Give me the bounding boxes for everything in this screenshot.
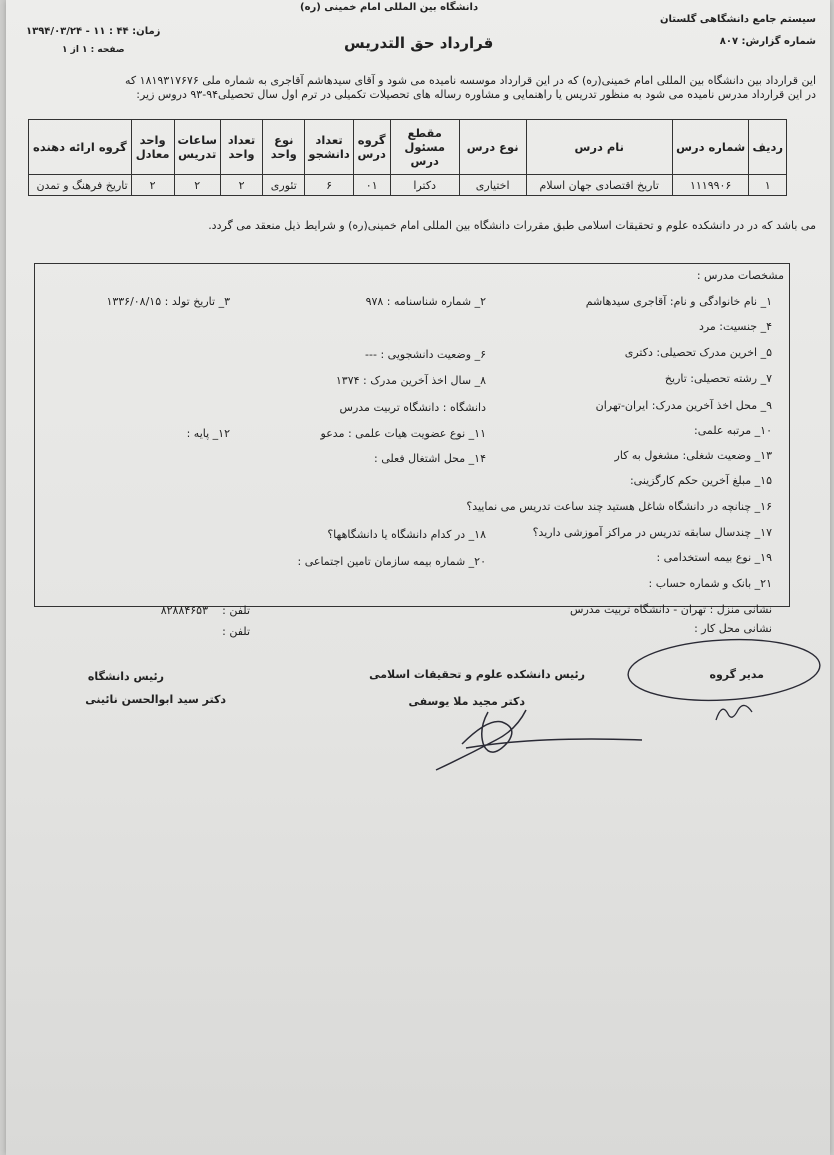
field-degree-place: ۹_ محل اخذ آخرین مدرک: ایران-تهران xyxy=(595,399,772,412)
handwritten-signatures xyxy=(6,0,830,1155)
field-teaching-hours: ۱۶_ چنانچه در دانشگاه شاغل هستید چند ساعت تدریس می نمایید؟ xyxy=(466,500,772,513)
table-cell: ۲ xyxy=(174,175,220,196)
header-cell: نام درس xyxy=(526,120,672,175)
header-cell: ساعات تدریس xyxy=(174,120,220,175)
field-bank-account: ۲۱_ بانک و شماره حساب : xyxy=(648,577,772,590)
field-major: ۷_ رشته تحصیلی: تاریخ xyxy=(664,372,772,385)
system-name: سیستم جامع دانشگاهی گلستان xyxy=(659,14,816,25)
faculty-head-name: دکتر مجید ملا یوسفی xyxy=(408,695,525,708)
work-phone-label: تلفن : xyxy=(222,625,250,638)
table-cell: ۶ xyxy=(305,175,353,196)
field-birth-date: ۳_ تاریخ تولد : ۱۳۳۶/۰۸/۱۵ xyxy=(106,295,230,308)
group-head-signature xyxy=(716,705,752,720)
university-head-name: دکتر سید ابوالحسن نائینی xyxy=(85,693,226,706)
faculty-head-title: رئیس دانشکده علوم و تحقیقات اسلامی xyxy=(369,668,585,681)
document-title: قرارداد حق التدریس xyxy=(344,34,494,52)
table-cell: ۲ xyxy=(220,175,262,196)
table-cell: ۲ xyxy=(131,175,174,196)
field-last-decree-amount: ۱۵_ مبلغ آخرین حکم کارگزینی: xyxy=(629,474,772,487)
field-insurance-type: ۱۹_ نوع بیمه استخدامی : xyxy=(656,551,772,564)
field-universities: ۱۸_ در کدام دانشگاه یا دانشگاهها؟ xyxy=(327,528,486,541)
group-head-circle-mark xyxy=(627,635,822,705)
report-number: شماره گزارش: ۸۰۷ xyxy=(719,36,816,47)
intro-line-2: در این قرارداد مدرس نامیده می شود به منظور تدریس یا راهنمایی و مشاوره رساله های تحصیلات تکمیلی در ترم اول سال تحصیلی۹۴-۹۳ دروس زیر: xyxy=(136,88,816,101)
field-last-degree: ۵_ اخرین مدرک تحصیلی: دکتری xyxy=(624,346,772,359)
field-academic-rank: ۱۰_ مرتبه علمی: xyxy=(694,424,772,437)
table-cell: ۱۱۱۹۹۰۶ xyxy=(672,175,749,196)
header-cell: نوع واحد xyxy=(263,120,305,175)
table-cell: تئوری xyxy=(263,175,305,196)
home-address: نشانی منزل : تهران - دانشگاه تربیت مدرس xyxy=(570,603,772,616)
header-cell: تعداد دانشجو xyxy=(305,120,353,175)
header-cell: تعداد واحد xyxy=(220,120,262,175)
field-grade: ۱۲_ پایه : xyxy=(186,427,230,440)
page-number: صفحه : ۱ از ۱ xyxy=(62,45,125,55)
header-cell: شماره درس xyxy=(672,120,749,175)
header-cell: گروه درس xyxy=(353,120,390,175)
field-degree-year: ۸_ سال اخذ آخرین مدرک : ۱۳۷۴ xyxy=(335,374,486,387)
header-cell: مقطع مسئول درس xyxy=(390,120,459,175)
university-name: دانشگاه بین المللی امام خمینی (ره) xyxy=(300,2,479,13)
work-address: نشانی محل کار : xyxy=(694,622,772,635)
home-phone-value: ۸۲۸۸۴۶۵۳ xyxy=(160,604,208,617)
field-gender: ۴_ جنسیت: مرد xyxy=(698,320,772,333)
header-cell: نوع درس xyxy=(459,120,526,175)
university-head-title: رئیس دانشگاه xyxy=(87,670,164,683)
group-head-title: مدیر گروه xyxy=(709,668,764,681)
header-cell: واحد معادل xyxy=(131,120,174,175)
header-cell: گروه ارائه دهنده xyxy=(29,120,132,175)
table-cell: ۰۱ xyxy=(353,175,390,196)
field-student-status: ۶_ وضعیت دانشجویی : --- xyxy=(365,348,486,361)
intro-line-1: این قرارداد بین دانشگاه بین المللی امام خمینی(ره) که در این قرارداد موسسه نامیده می شود و آقای سیدهاشم آقاجری به شماره ملی ۱۸۱۹۳۱۷۶۷۶ که xyxy=(125,74,816,87)
header-cell: ردیف xyxy=(749,120,787,175)
contract-conditions-text: می باشد که در در دانشکده علوم و تحقیقات اسلامی طبق مقررات دانشگاه بین المللی امام خمینی(ره) و شرایط ذیل منعقد می گردد. xyxy=(208,219,816,232)
table-cell: تاریخ فرهنگ و تمدن xyxy=(29,175,132,196)
table-cell: ۱ xyxy=(749,175,787,196)
info-heading: مشخصات مدرس : xyxy=(696,269,784,282)
field-employment-status: ۱۳_ وضعیت شغلی: مشغول به کار xyxy=(614,449,772,462)
field-name: ۱_ نام خانوادگی و نام: آقاجری سیدهاشم xyxy=(585,295,772,308)
field-insurance-number: ۲۰_ شماره بیمه سازمان تامین اجتماعی : xyxy=(297,555,486,568)
field-teaching-experience: ۱۷_ چندسال سابقه تدریس در مراکز آموزشی دارید؟ xyxy=(532,526,772,539)
table-cell: تاریخ اقتصادی جهان اسلام xyxy=(526,175,672,196)
field-current-workplace: ۱۴_ محل اشتغال فعلی : xyxy=(374,452,486,465)
field-degree-university: دانشگاه : دانشگاه تربیت مدرس xyxy=(339,401,486,414)
table-cell: اختیاری xyxy=(459,175,526,196)
document-page xyxy=(6,0,830,1155)
report-time: زمان: ۴۴ : ۱۱ - ۱۳۹۴/۰۳/۲۴ xyxy=(26,26,161,37)
table-cell: دکترا xyxy=(390,175,459,196)
field-membership-type: ۱۱_ نوع عضویت هیات علمی : مدعو xyxy=(320,427,486,440)
home-phone-label: تلفن : xyxy=(222,604,250,617)
field-id-number: ۲_ شماره شناسنامه : ۹۷۸ xyxy=(365,295,486,308)
faculty-head-signature xyxy=(436,710,642,770)
